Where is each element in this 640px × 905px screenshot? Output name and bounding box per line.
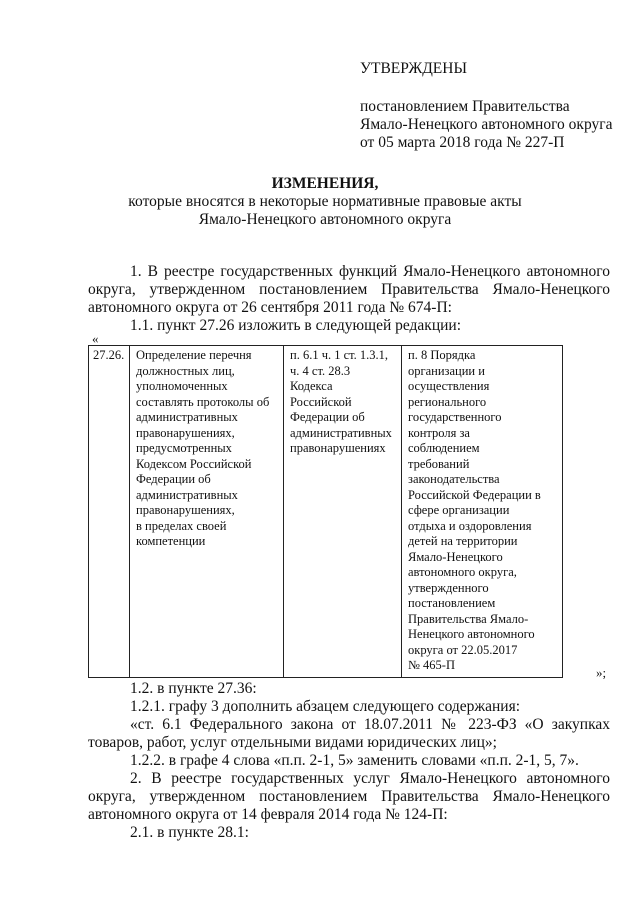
item-2-1: 2.1. в пункте 28.1: <box>130 824 249 841</box>
item-1-1: 1.1. пункт 27.26 изложить в следующей редакции: <box>130 317 462 334</box>
procedure-text: п. 8 Порядка организации и осуществления регионального государственного контроля за соблюдением требований законодательства Российской Федерации в сфере организации отдыха и оздоровления детей на территории Ямало-Ненецкого автономного округа, утвержденного постановлением Правительства Ямало- Ненецкого автономного округа от 22.05.2017 № 465-П <box>408 348 541 672</box>
cell-number <box>89 346 130 678</box>
quote-line-2: товаров, работ, услуг отдельными видами юридических лиц»; <box>88 734 497 751</box>
para1-line-2: округа, утвержденном постановлением Правительства Ямало-Ненецкого <box>88 281 610 298</box>
para2-line-1: 2. В реестре государственных услуг Ямало-Ненецкого автономного <box>130 770 610 787</box>
document-title: ИЗМЕНЕНИЯ, <box>271 175 379 192</box>
para2-line-2: округа, утвержденном постановлением Правительства Ямало-Ненецкого <box>88 788 610 805</box>
item-1-2: 1.2. в пункте 27.36: <box>130 680 257 697</box>
item-1-2-2: 1.2.2. в графе 4 слова «п.п. 2-1, 5» заменить словами «п.п. 2-1, 5, 7». <box>130 752 579 769</box>
para2-line-3: автономного округа от 14 февраля 2014 года № 124-П: <box>88 806 448 823</box>
function-text: Определение перечня должностных лиц, уполномоченных составлять протоколы об административных правонарушениях, предусмотренных Кодексом Российской Федерации об административных правонарушениях, в пределах своей компетенции <box>136 348 270 548</box>
quote-close: »; <box>596 665 607 680</box>
cell-legal-basis <box>284 346 402 678</box>
legal-basis-text: п. 6.1 ч. 1 ст. 1.3.1, ч. 4 ст. 28.3 Кодекса Российской Федерации об административных правонарушениях <box>290 348 392 455</box>
registry-table <box>88 345 563 678</box>
item-1-2-1: 1.2.1. графу 3 дополнить абзацем следующего содержания: <box>130 698 521 715</box>
para1-line-1: 1. В реестре государственных функций Ямало-Ненецкого автономного <box>130 263 610 280</box>
document-subtitle-line-2: Ямало-Ненецкого автономного округа <box>198 211 452 228</box>
approved-by-line-3: от 05 марта 2018 года № 227-П <box>360 134 565 151</box>
table-row <box>89 346 563 678</box>
cell-procedure <box>402 346 563 678</box>
approved-by-line-1: постановлением Правительства <box>360 98 570 115</box>
quote-open: « <box>92 331 99 346</box>
approved-label: УТВЕРЖДЕНЫ <box>360 60 467 77</box>
cell-function <box>130 346 284 678</box>
para1-line-3: автономного округа от 26 сентября 2011 года № 674-П: <box>88 299 452 316</box>
row-number: 27.26. <box>93 348 125 362</box>
quote-line-1: «ст. 6.1 Федерального закона от 18.07.2011 № 223-ФЗ «О закупках <box>130 716 610 733</box>
approved-by-line-2: Ямало-Ненецкого автономного округа <box>360 116 613 133</box>
document-subtitle-line-1: которые вносятся в некоторые нормативные правовые акты <box>128 193 522 210</box>
